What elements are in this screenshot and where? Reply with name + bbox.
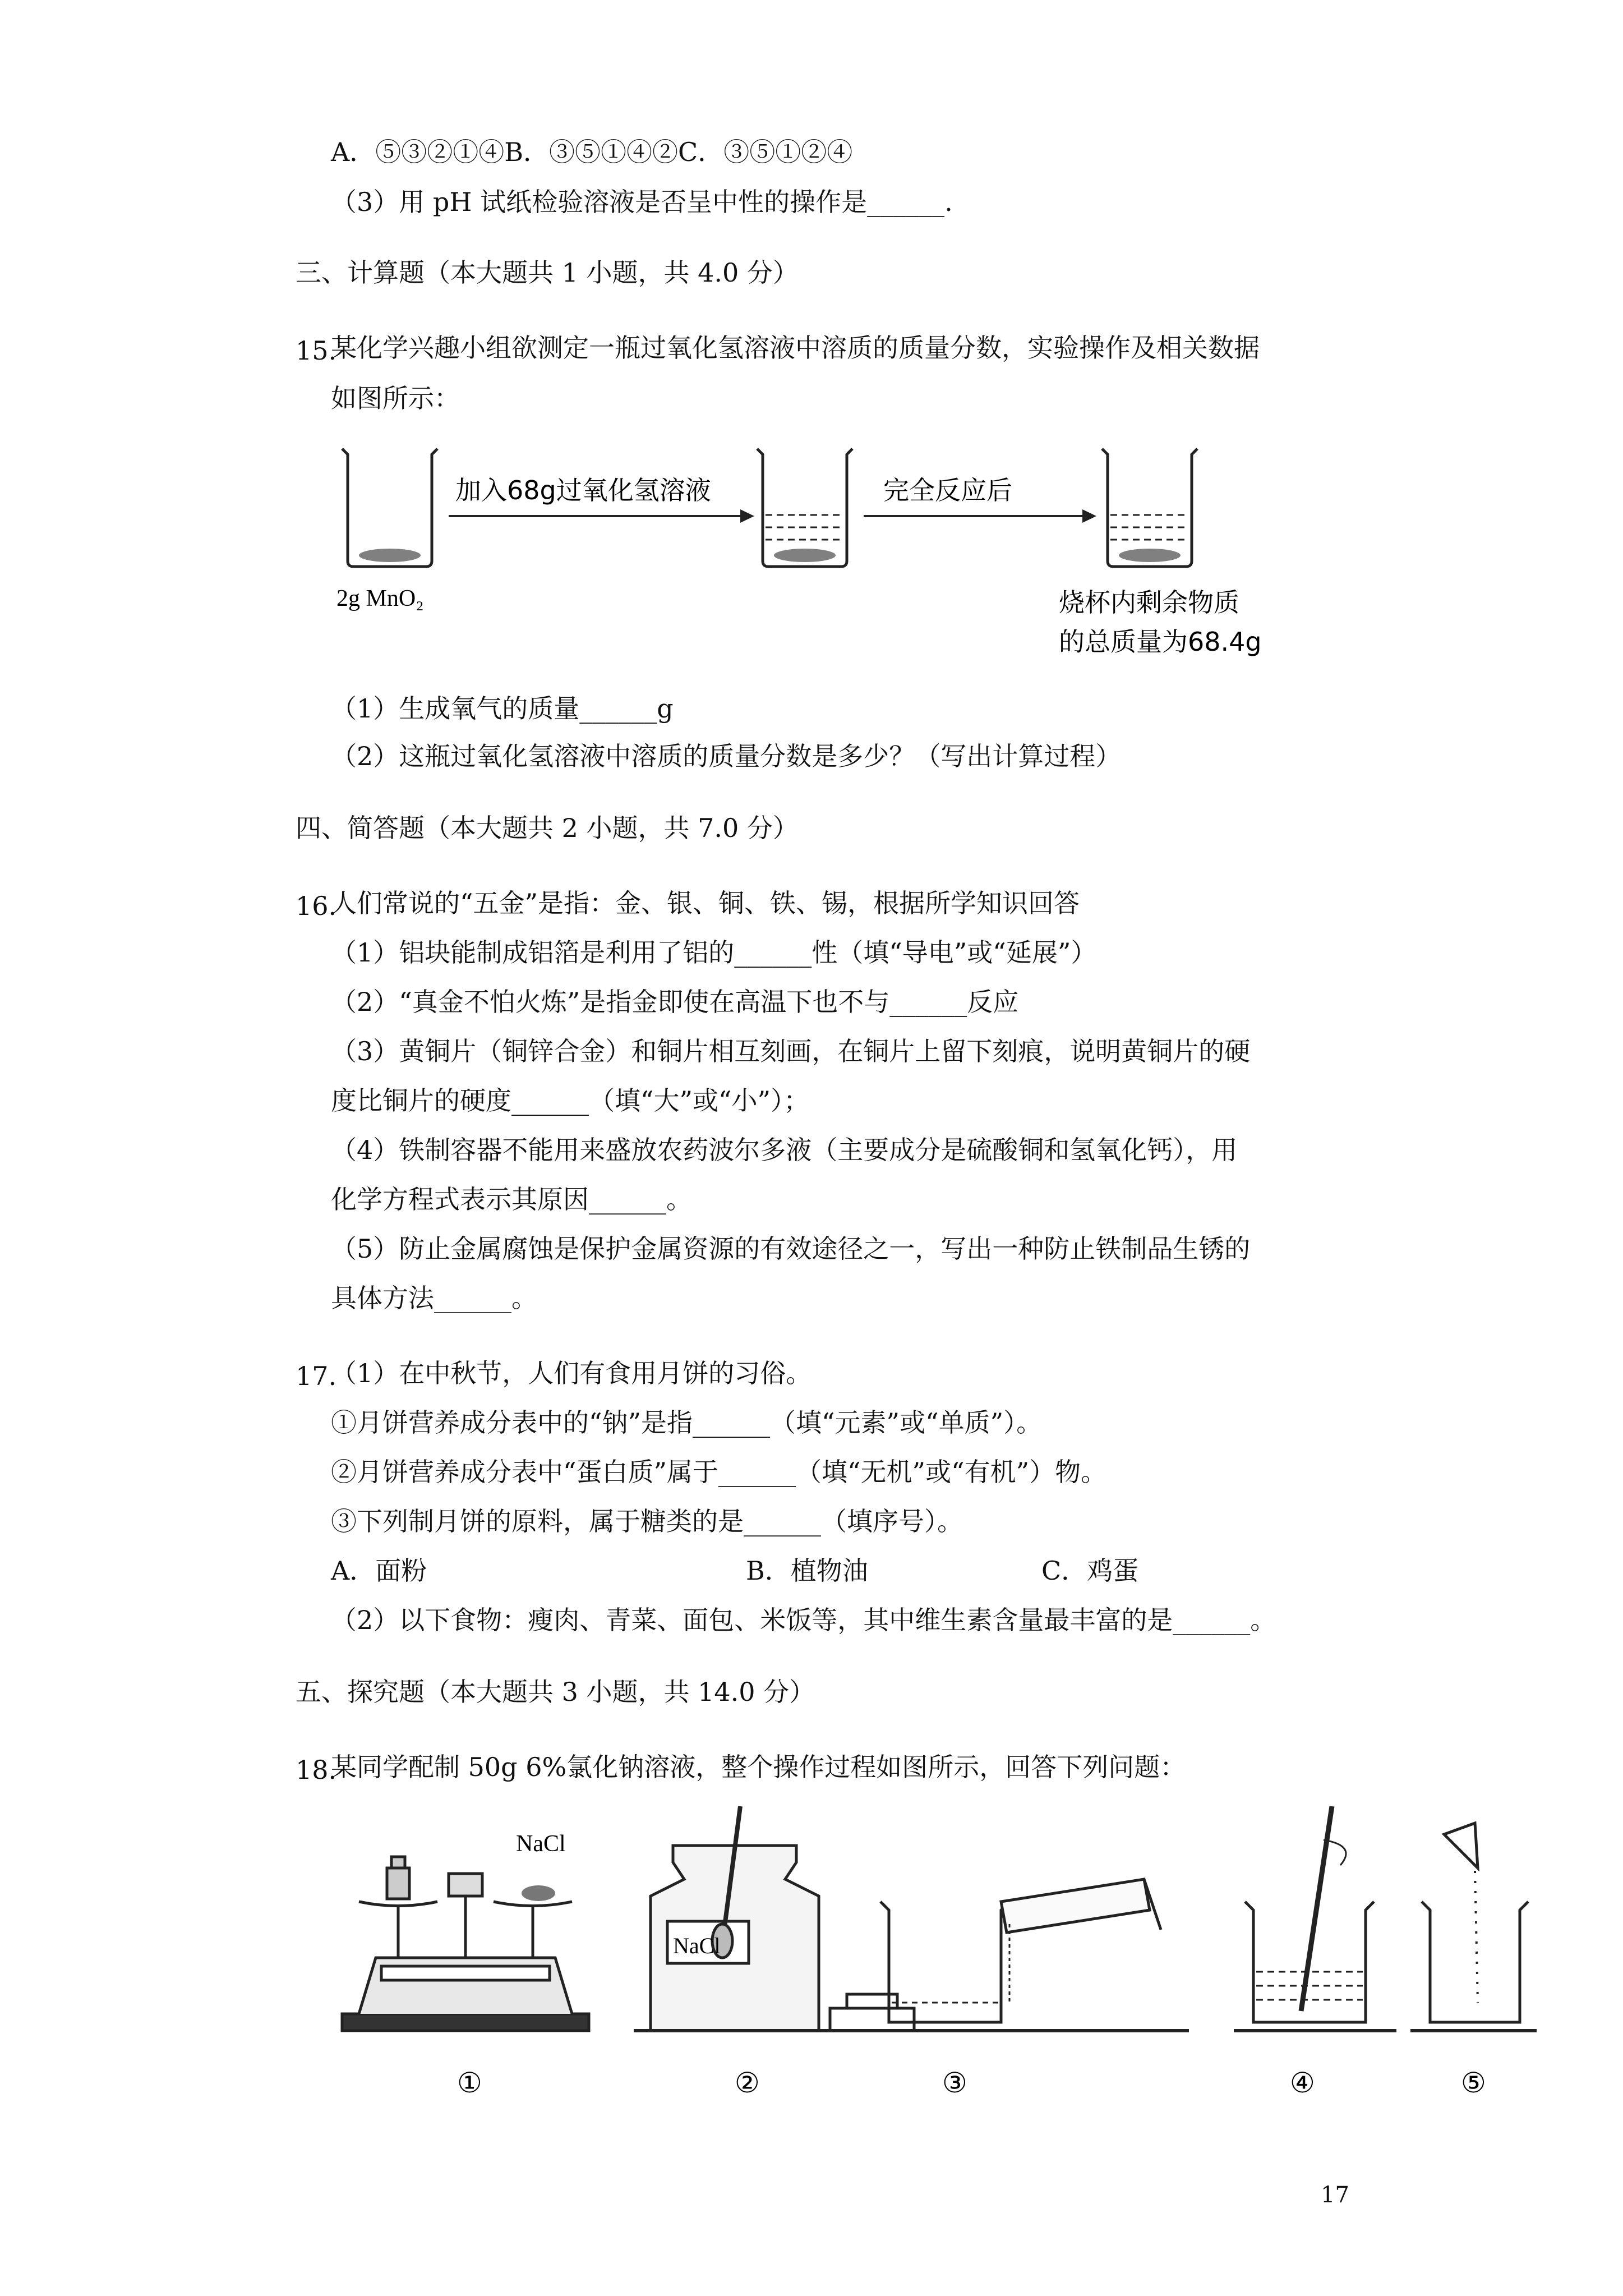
q17-sub2: ②月饼营养成分表中“蛋白质”属于______（填“无机”或“有机”）物。 [331,1457,1107,1487]
q15-number: 15. [296,335,337,366]
step-label-1: ① [457,2067,482,2099]
q15-part1: （1）生成氧气的质量______g [331,693,674,724]
q16-part1: （1）铝块能制成铝箔是利用了铝的______性（填“导电”或“延展”） [331,937,1097,968]
beaker-3 [1102,449,1197,567]
q17-part2: （2）以下食物：瘦肉、青菜、面包、米饭等，其中维生素含量最丰富的是______。 [331,1605,1276,1635]
q16-number: 16. [296,891,337,921]
q17-option-b: B．植物油 [746,1556,868,1586]
step-label-3: ③ [942,2067,967,2099]
q18-stem: 某同学配制 50g 6%氯化钠溶液，整个操作过程如图所示，回答下列问题： [331,1752,1186,1782]
balance-scale [342,1857,589,2031]
q15-part2: （2）这瓶过氧化氢溶液中溶质的质量分数是多少？（写出计算过程） [331,741,1122,771]
q16-part2: （2）“真金不怕火炼”是指金即使在高温下也不与______反应 [331,987,1019,1017]
q17-part1: （1）在中秋节，人们有食用月饼的习俗。 [331,1358,812,1388]
q16-part4: （4）铁制容器不能用来盛放农药波尔多液（主要成分是硫酸铜和氢氧化钙），用 [331,1135,1238,1165]
q14-part3: （3）用 pH 试纸检验溶液是否呈中性的操作是______. [331,187,953,217]
mno2-label: 2g MnO₂ [336,586,424,611]
add-h2o2-label: 加入68g过氧化氢溶液 [455,475,711,505]
balance-nacl-label: NaCl [516,1831,566,1857]
beaker-2 [757,449,852,567]
step-label-5: ⑤ [1461,2067,1486,2099]
arrow-1 [449,509,754,523]
remaining-mass-line2: 的总质量为68.4g [1059,627,1262,657]
stir-rod-beaker [1234,1806,1396,2031]
q18-number: 18. [296,1755,337,1785]
bottle-nacl-label: NaCl [673,1933,721,1958]
page-number: 17 [1321,2182,1349,2208]
pour-solid [1410,1823,1537,2031]
pour-water [869,1879,1189,2031]
section-heading-3: 三、计算题（本大题共 1 小题，共 4.0 分） [296,257,799,288]
q17-sub1: ①月饼营养成分表中的“钠”是指______（填“元素”或“单质”）。 [331,1407,1043,1438]
q16-stem: 人们常说的“五金”是指：金、银、铜、铁、锡，根据所学知识回答 [331,888,1080,918]
q16-part3-cont: 度比铜片的硬度______（填“大”或“小”）； [331,1085,810,1116]
h2o2-experiment-figure [331,438,1284,673]
q16-part5-cont: 具体方法______。 [331,1283,537,1313]
arrow-2 [864,509,1096,523]
q17-option-a: A．面粉 [331,1556,427,1586]
section-heading-4: 四、简答题（本大题共 2 小题，共 7.0 分） [296,813,799,843]
options-line-q14: A．⑤③②①④B．③⑤①④②C．③⑤①②④ [331,137,853,167]
step-label-2: ② [735,2067,760,2099]
q17-sub3: ③下列制月饼的原料，属于糖类的是______（填序号）。 [331,1506,963,1536]
q15-stem-cont: 如图所示： [331,383,460,413]
nacl-solution-steps-figure [336,1801,1548,2115]
q15-stem: 某化学兴趣小组欲测定一瓶过氧化氢溶液中溶质的质量分数，实验操作及相关数据 [331,333,1260,363]
section-heading-5: 五、探究题（本大题共 3 小题，共 14.0 分） [296,1677,815,1707]
reagent-bottle [634,1806,953,2031]
complete-reaction-label: 完全反应后 [883,475,1012,505]
step-label-4: ④ [1290,2067,1315,2099]
beaker-1 [342,449,437,567]
remaining-mass-line1: 烧杯内剩余物质 [1059,587,1239,618]
q16-part4-cont: 化学方程式表示其原因______。 [331,1184,692,1214]
q16-part5: （5）防止金属腐蚀是保护金属资源的有效途径之一，写出一种防止铁制品生锈的 [331,1234,1251,1264]
q16-part3: （3）黄铜片（铜锌合金）和铜片相互刻画，在铜片上留下刻痕，说明黄铜片的硬 [331,1036,1251,1066]
q17-option-c: C．鸡蛋 [1041,1556,1139,1586]
q17-number: 17. [296,1361,337,1391]
